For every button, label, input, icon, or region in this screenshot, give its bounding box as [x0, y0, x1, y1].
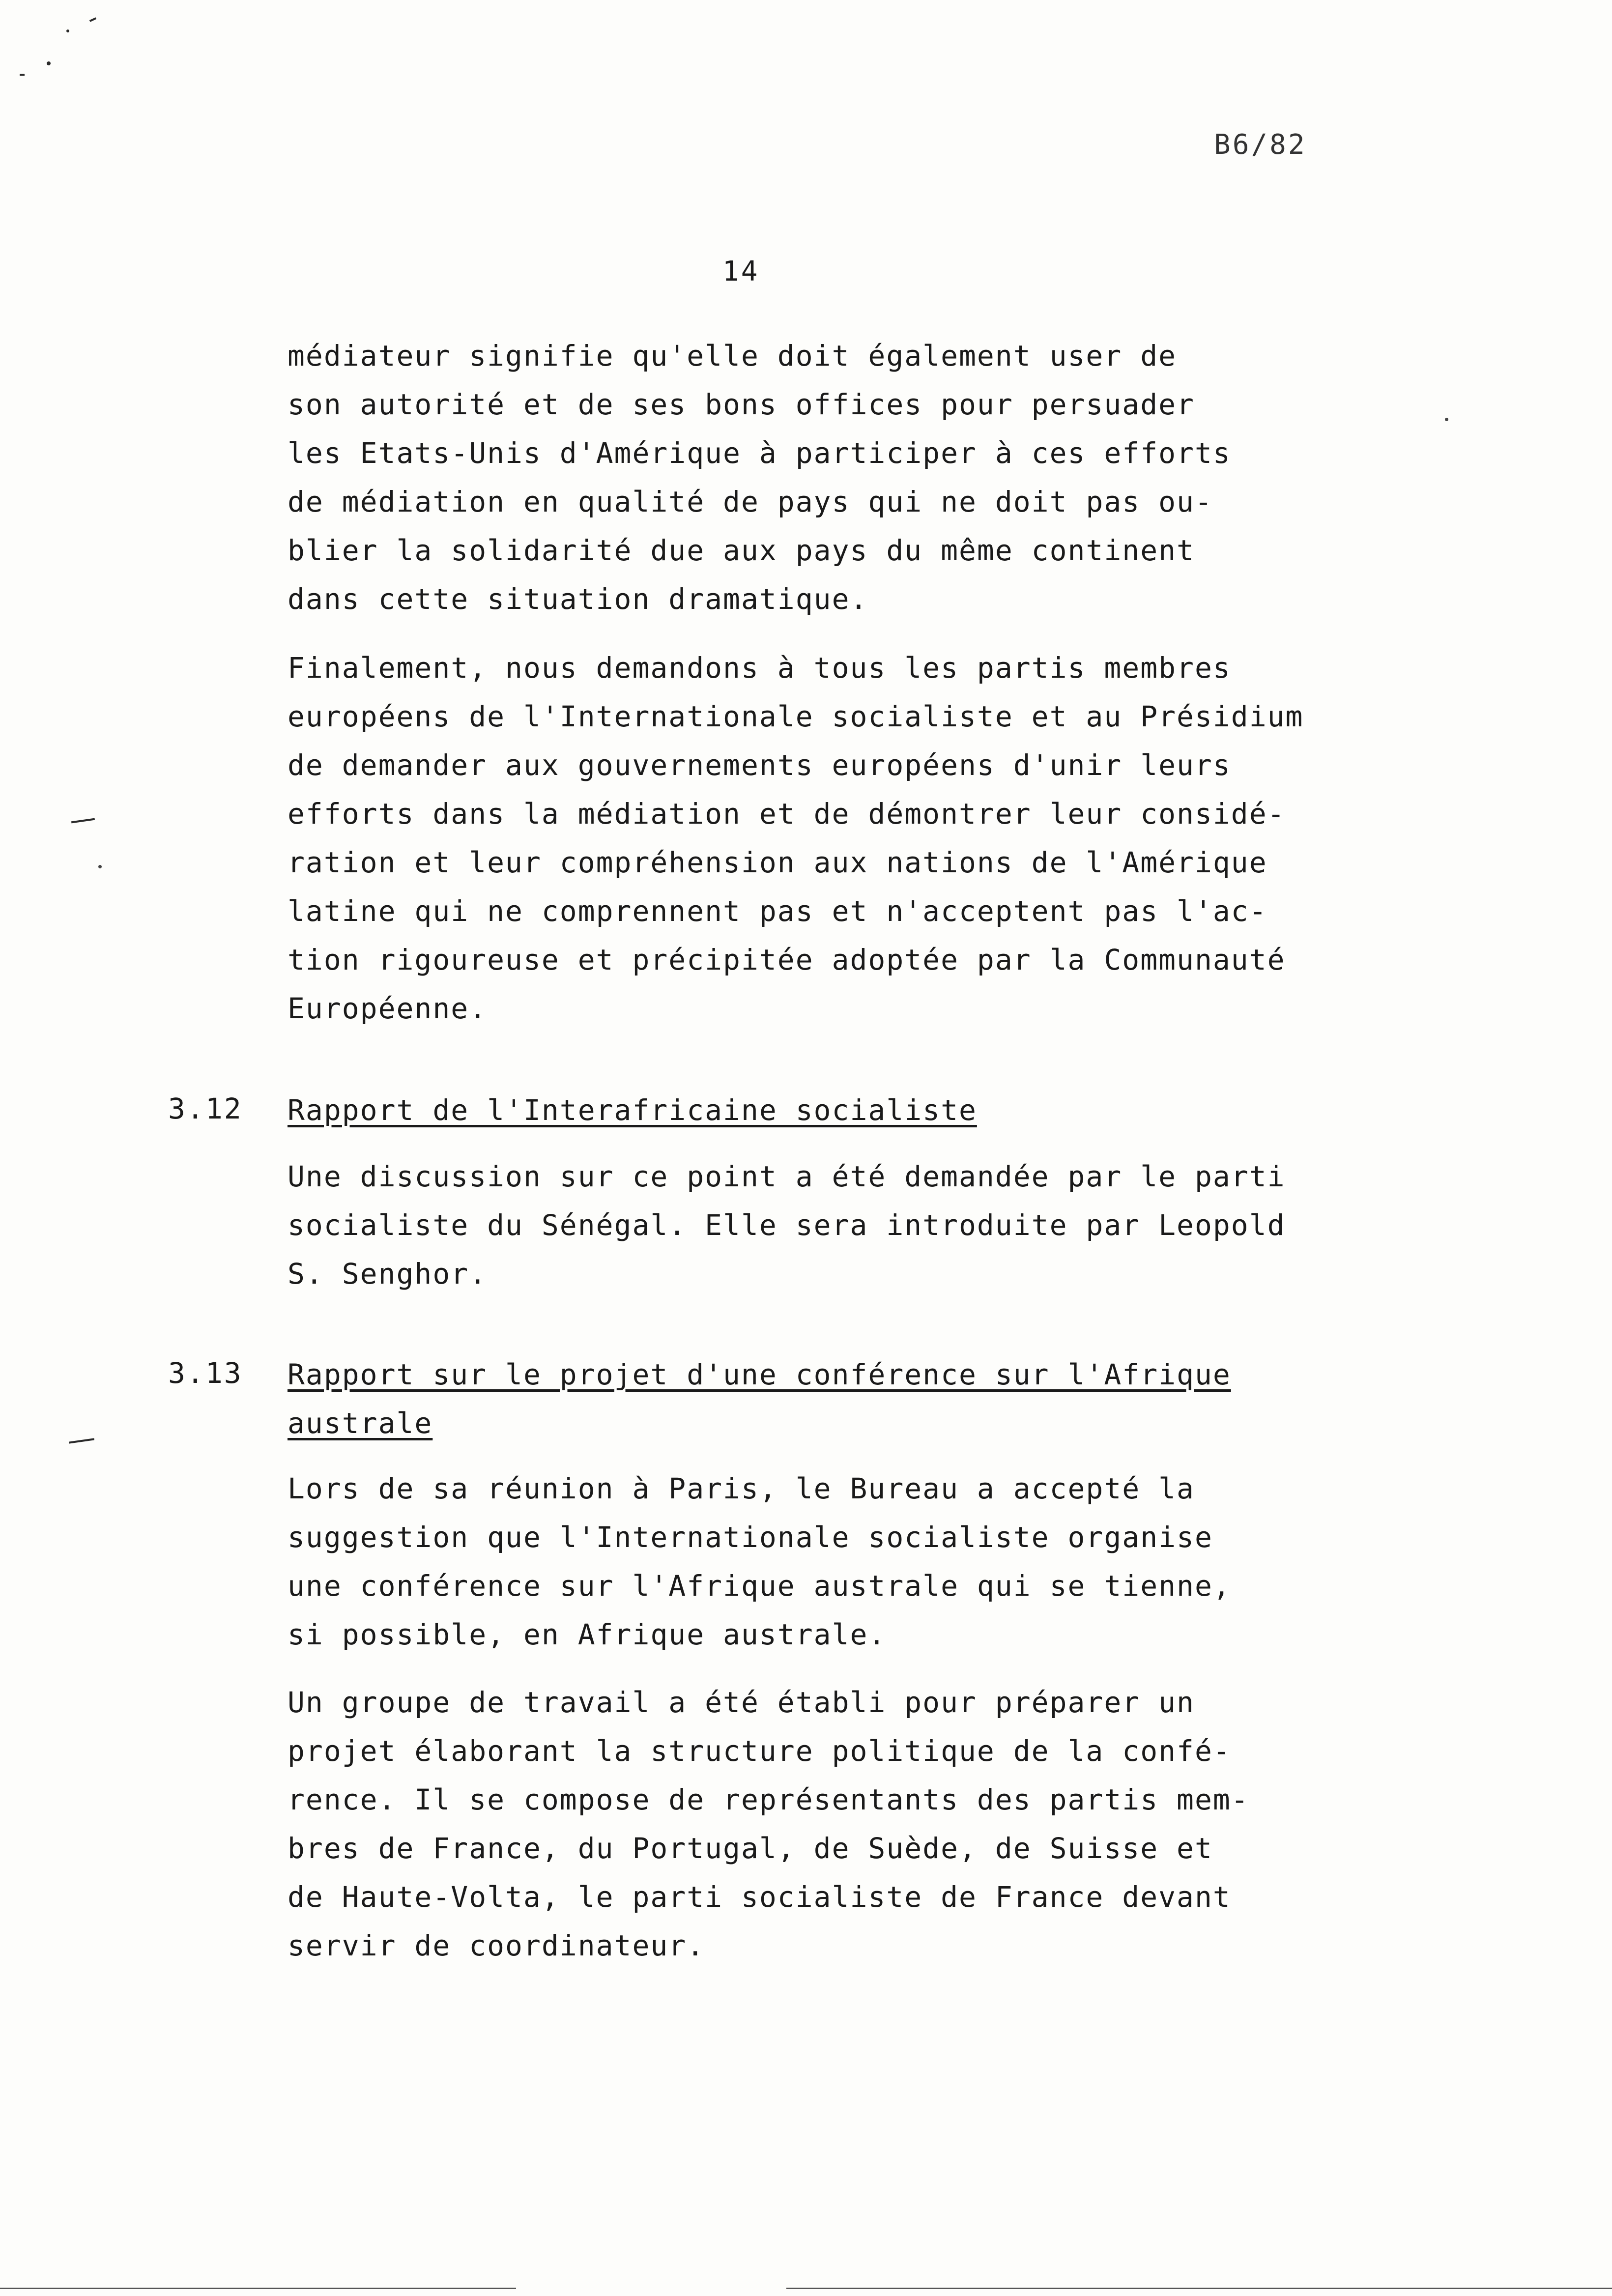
- text-line: Lors de sa réunion à Paris, le Bureau a accepté la: [288, 1472, 1195, 1505]
- document-reference: B6/82: [1214, 129, 1307, 161]
- text-line: socialiste du Sénégal. Elle sera introduite par Leopold: [288, 1208, 1286, 1242]
- text-line: européens de l'Internationale socialiste et au Présidium: [288, 700, 1304, 733]
- continuation-paragraph: [288, 332, 1447, 624]
- section-title: [288, 1350, 1231, 1448]
- text-line: suggestion que l'Internationale socialiste organise: [288, 1521, 1213, 1554]
- text-line: Européenne.: [288, 992, 488, 1025]
- section-number: 3.12: [168, 1092, 243, 1125]
- section-number: 3.13: [168, 1356, 243, 1390]
- text-line: de Haute-Volta, le parti socialiste de France devant: [288, 1880, 1231, 1914]
- margin-mark: [69, 1438, 94, 1443]
- text-line: si possible, en Afrique australe.: [288, 1618, 887, 1651]
- text-line: projet élaborant la structure politique de la confé-: [288, 1734, 1231, 1768]
- section-title-line: australe: [288, 1406, 433, 1440]
- text-line: Finalement, nous demandons à tous les partis membres: [288, 651, 1231, 685]
- text-line: Un groupe de travail a été établi pour préparer un: [288, 1686, 1195, 1719]
- section-title-line: Rapport sur le projet d'une conférence sur l'Afrique: [288, 1358, 1231, 1391]
- text-line: une conférence sur l'Afrique australe qui se tienne,: [288, 1569, 1231, 1603]
- text-line: S. Senghor.: [288, 1257, 488, 1291]
- section-3-13-paragraph-2: [288, 1678, 1447, 1970]
- section-3-12-body: [288, 1152, 1447, 1298]
- text-line: dans cette situation dramatique.: [288, 582, 868, 616]
- text-line: rence. Il se compose de représentants des partis mem-: [288, 1783, 1249, 1816]
- scan-mark: [66, 29, 69, 32]
- text-line: de médiation en qualité de pays qui ne doit pas ou-: [288, 485, 1213, 518]
- scan-mark: [89, 17, 96, 22]
- text-line: efforts dans la médiation et de démontrer leur considé-: [288, 797, 1286, 831]
- text-line: son autorité et de ses bons offices pour persuader: [288, 388, 1195, 421]
- text-line: servir de coordinateur.: [288, 1929, 705, 1962]
- text-line: les Etats-Unis d'Amérique à participer à ces efforts: [288, 436, 1231, 470]
- text-line: médiateur signifie qu'elle doit également user de: [288, 339, 1177, 373]
- bottom-edge-rule: [0, 2288, 516, 2289]
- text-line: tion rigoureuse et précipitée adoptée par la Communauté: [288, 943, 1286, 976]
- scan-mark: [20, 74, 25, 76]
- section-title: [288, 1086, 977, 1135]
- bottom-edge-rule: [786, 2288, 1612, 2289]
- text-line: ration et leur compréhension aux nations de l'Amérique: [288, 846, 1267, 879]
- finalement-paragraph: [288, 644, 1447, 1033]
- text-line: bres de France, du Portugal, de Suède, de Suisse et: [288, 1832, 1213, 1865]
- text-line: latine qui ne comprennent pas et n'acceptent pas l'ac-: [288, 894, 1267, 928]
- text-line: de demander aux gouvernements européens d'unir leurs: [288, 748, 1231, 782]
- page-number: 14: [722, 256, 760, 287]
- section-title-line: Rapport de l'Interafricaine socialiste: [288, 1093, 977, 1127]
- scan-mark: [47, 61, 51, 65]
- text-line: blier la solidarité due aux pays du même continent: [288, 534, 1195, 567]
- text-line: Une discussion sur ce point a été demandée par le parti: [288, 1160, 1286, 1193]
- margin-mark: [71, 818, 95, 824]
- section-3-13-paragraph-1: [288, 1464, 1447, 1659]
- margin-dot: [98, 865, 102, 868]
